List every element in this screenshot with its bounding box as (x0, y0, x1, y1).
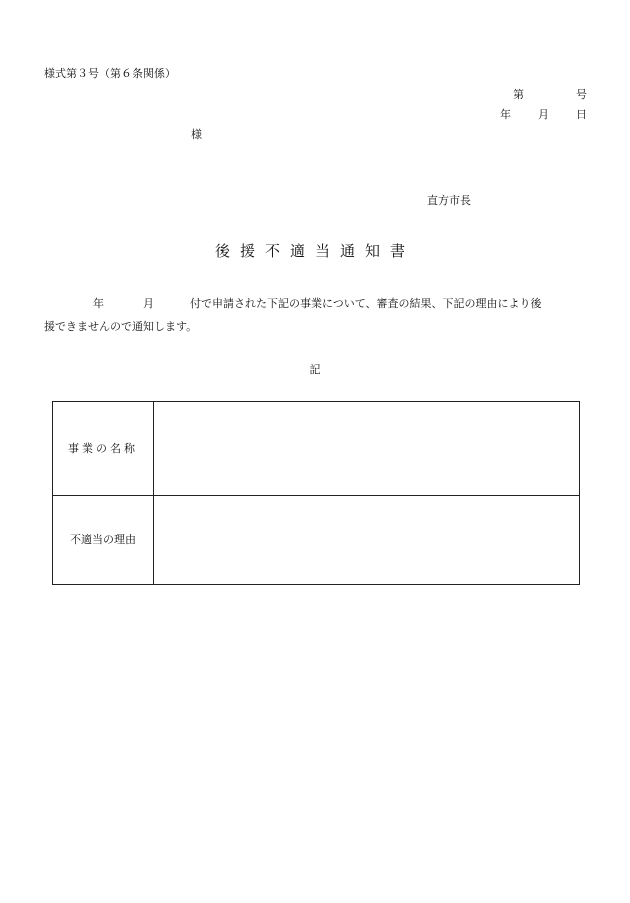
details-table (52, 401, 580, 585)
date-day-label: 日 (576, 108, 587, 121)
issuer-name: 直方市長 (427, 194, 471, 207)
document-number-prefix: 第 (513, 88, 524, 101)
reason-label: 不適当の理由 (70, 533, 136, 546)
body-month-label: 月 (143, 297, 154, 310)
date-month-label: 月 (538, 108, 549, 121)
event-name-label: 事業の名称 (68, 441, 138, 455)
document-number-suffix: 号 (576, 88, 587, 101)
table-label-cell (53, 496, 154, 584)
table-label-cell (53, 402, 154, 495)
form-number: 様式第３号（第６条関係） (44, 67, 176, 80)
body-text-line2: 援できませんので通知します。 (44, 320, 198, 333)
event-name-value (154, 402, 579, 495)
document-title: 後援不適当通知書 (214, 242, 415, 260)
table-row-reason (53, 496, 579, 584)
ki-heading: 記 (309, 363, 321, 376)
date-year-label: 年 (500, 108, 511, 121)
table-row-event-name (53, 402, 579, 496)
body-text-line1: 付で申請された下記の事業について、審査の結果、下記の理由により後 (190, 297, 542, 310)
body-year-label: 年 (93, 297, 104, 310)
addressee-suffix: 様 (191, 128, 202, 141)
reason-value (154, 496, 579, 584)
